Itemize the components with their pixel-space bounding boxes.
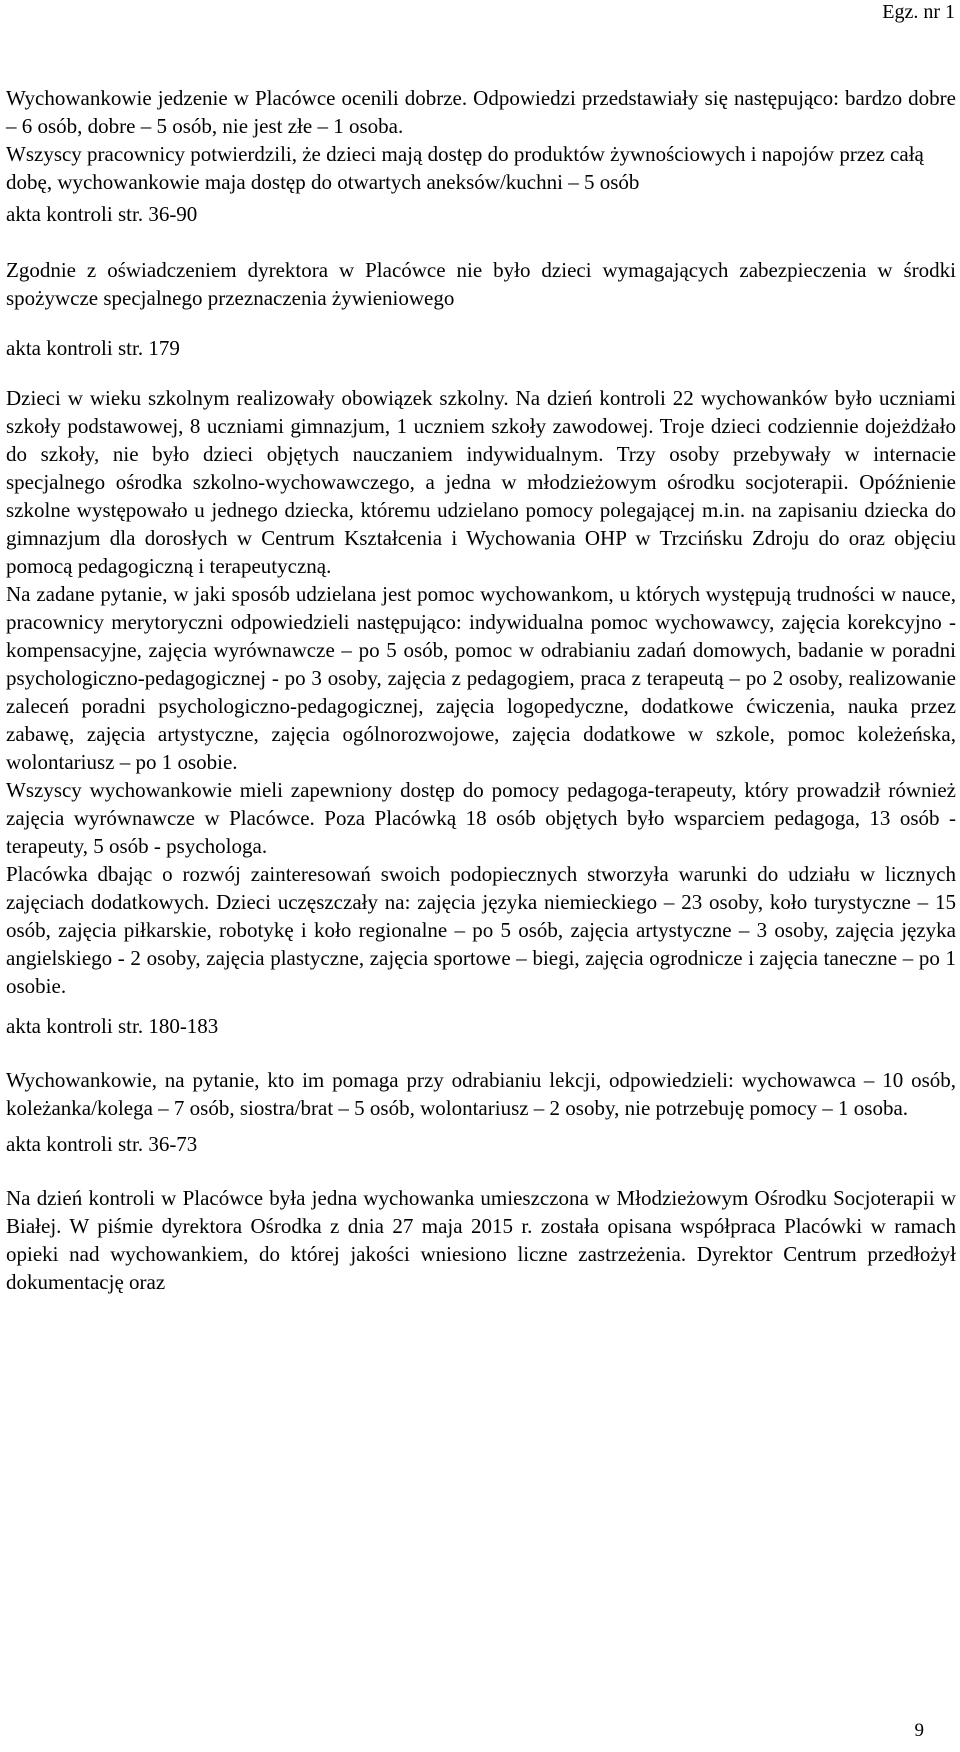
paragraph-meal-rating: Wychowankowie jedzenie w Placówce ocenili dobrze. Odpowiedzi przedstawiały się następująco: bardzo dobre – 6 osób, dobre – 5 osób, nie jest złe – 1 osoba. xyxy=(6,86,956,138)
copy-number-label: Egz. nr 1 xyxy=(882,1,955,23)
reference-note: akta kontroli str. 36-73 xyxy=(6,1132,198,1156)
paragraph-pedagogue-access: Wszyscy wychowankowie mieli zapewniony dostęp do pomocy pedagoga-terapeuty, który prowadził również zajęcia wyrównawcze w Placówce. Poza Placówką 18 osób objętych było wsparciem pedagoga, 13 osób - terapeuty, 5 osób - psychologa. xyxy=(6,778,956,858)
paragraph-schooling: Dzieci w wieku szkolnym realizowały obowiązek szkolny. Na dzień kontroli 22 wychowanków było uczniami szkoły podstawowej, 8 uczniami gimnazjum, 1 uczniem szkoły zawodowej. Troje dzieci codziennie dojeżdżało do szkoły, nie było dzieci objętych nauczaniem indywidualnym. Trzy osoby przebywały w internacie specjalnego ośrodka szkolno-wychowawczego, a jedna w młodzieżowym ośrodku socjoterapii. Opóźnienie szkolne występowało u jednego dziecka, któremu udzielano pomocy polegającej m.in. na zapisaniu dziecka do gimnazjum dla dorosłych w Centrum Kształcenia i Wychowania OHP w Trzcińsku Zdroju do oraz objęciu pomocą pedagogiczną i terapeutyczną. xyxy=(6,386,956,578)
reference-note: akta kontroli str. 179 xyxy=(6,336,180,360)
paragraph-food-access: Wszyscy pracownicy potwierdzili, że dzieci mają dostęp do produktów żywnościowych i napojów przez całą dobę, wychowankowie maja dostęp do otwartych aneksów/kuchni – 5 osób xyxy=(6,142,924,194)
paragraph-homework-help: Wychowankowie, na pytanie, kto im pomaga przy odrabianiu lekcji, odpowiedzieli: wychowawca – 10 osób, koleżanka/kolega – 7 osób, siostra/brat – 5 osób, wolontariusz – 2 osoby, nie potrzebuję pomocy – 1 osoba. xyxy=(6,1068,956,1120)
page-number: 9 xyxy=(914,1720,924,1741)
reference-note: akta kontroli str. 36-90 xyxy=(6,202,198,226)
document-body xyxy=(6,84,956,1296)
paragraph-extra-activities: Placówka dbając o rozwój zainteresowań swoich podopiecznych stworzyła warunki do udziału w licznych zajęciach dodatkowych. Dzieci uczęszczały na: zajęcia języka niemieckiego – 23 osoby, koło turystyczne – 15 osób, zajęcia piłkarskie, robotykę i koło regionalne – po 5 osób, zajęcia artystyczne – 3 osoby, zajęcia języka angielskiego - 2 osoby, zajęcia plastyczne, zajęcia sportowe – biegi, zajęcia ogrodnicze i zajęcia taneczne – po 1 osobie. xyxy=(6,862,956,998)
reference-note: akta kontroli str. 180-183 xyxy=(6,1014,219,1038)
paragraph-special-diet: Zgodnie z oświadczeniem dyrektora w Placówce nie było dzieci wymagających zabezpieczenia w środki spożywcze specjalnego przeznaczenia żywieniowego xyxy=(6,258,956,310)
paragraph-learning-support: Na zadane pytanie, w jaki sposób udzielana jest pomoc wychowankom, u których występują trudności w nauce, pracownicy merytoryczni odpowiedzieli następująco: indywidualna pomoc wychowawcy, zajęcia korekcyjno - kompensacyjne, zajęcia wyrównawcze – po 5 osób, pomoc w odrabianiu zadań domowych, badanie w poradni psychologiczno-pedagogicznej - po 3 osoby, zajęcia z pedagogiem, praca z terapeutą – po 2 osoby, realizowanie zaleceń poradni psychologiczno-pedagogicznej, zajęcia logopedyczne, dodatkowe ćwiczenia, nauka przez zabawę, zajęcia artystyczne, zajęcia ogólnorozwojowe, zajęcia dodatkowe w szkole, pomoc koleżeńska, wolontariusz – po 1 osobie. xyxy=(6,582,956,774)
paragraph-sociotherapy: Na dzień kontroli w Placówce była jedna wychowanka umieszczona w Młodzieżowym Ośrodku Socjoterapii w Białej. W piśmie dyrektora Ośrodka z dnia 27 maja 2015 r. została opisana współpraca Placówki w ramach opieki nad wychowankiem, do której jakości wniesiono liczne zastrzeżenia. Dyrektor Centrum przedłożył dokumentację oraz xyxy=(6,1186,956,1294)
